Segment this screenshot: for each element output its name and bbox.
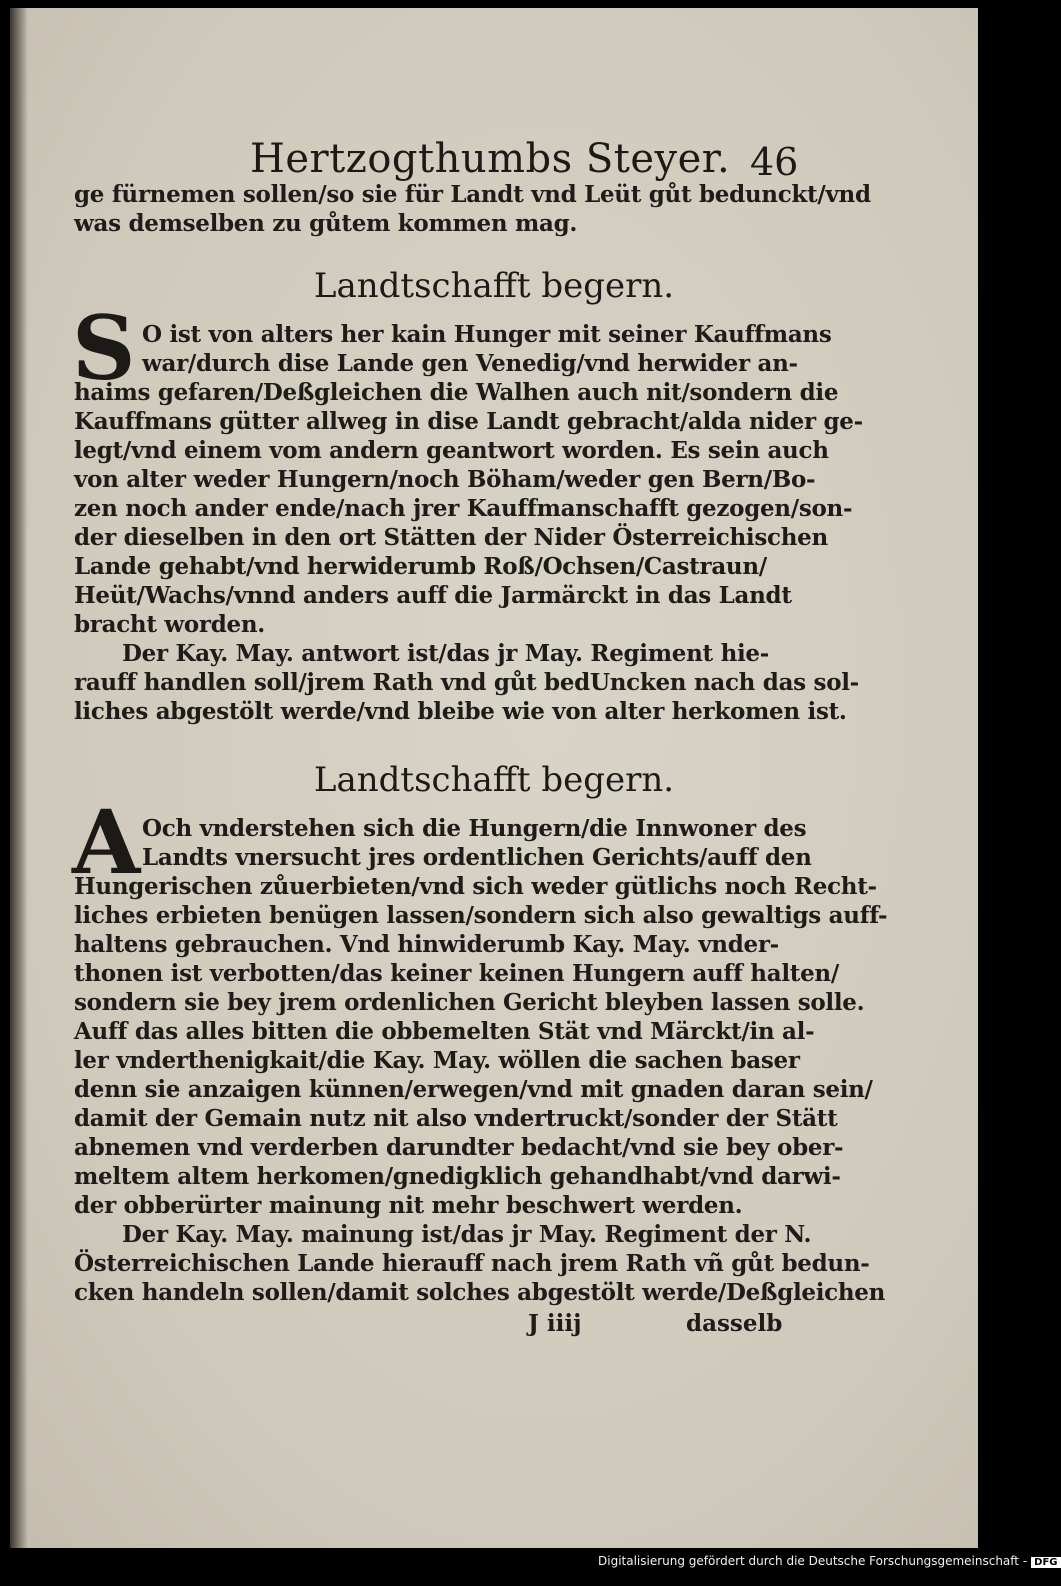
text-line: zen noch ander ende/nach jrer Kauffmanschafft gezogen/son- [74, 495, 853, 522]
text-line: von alter weder Hungern/noch Böham/weder gen Bern/Bo- [74, 466, 816, 493]
text-line: ge fürnemen sollen/so sie für Landt vnd Leüt gůt bedunckt/vnd [74, 181, 871, 208]
text-line: Auff das alles bitten die obbemelten Stät vnd Märckt/in al- [74, 1018, 815, 1045]
text-line: Der Kay. May. antwort ist/das jr May. Regiment hie- [122, 640, 770, 667]
text-line: liches erbieten benügen lassen/sondern sich also gewaltigs auff- [74, 902, 888, 929]
drop-capital: A [72, 790, 141, 894]
text-line: Der Kay. May. mainung ist/das jr May. Regiment der N. [122, 1221, 812, 1248]
text-line: bracht worden. [74, 611, 265, 638]
text-line: meltem altem herkomen/gnedigklich gehandhabt/vnd darwi- [74, 1163, 841, 1190]
text-line: O ist von alters her kain Hunger mit seiner Kauffmans [142, 321, 832, 348]
text-line: cken handeln sollen/damit solches abgestölt werde/Deßgleichen [74, 1279, 886, 1306]
text-line: Österreichischen Lande hierauff nach jrem Rath vñ gůt bedun- [74, 1250, 870, 1277]
text-line: der dieselben in den ort Stätten der Nider Österreichischen [74, 524, 828, 551]
text-line: ler vnderthenigkait/die Kay. May. wöllen die sachen baser [74, 1047, 800, 1074]
drop-capital: S [72, 296, 136, 400]
text-line: thonen ist verbotten/das keiner keinen Hungern auff halten/ [74, 960, 839, 987]
text-line: Och vnderstehen sich die Hungern/die Innwoner des [142, 815, 807, 842]
text-line: was demselben zu gůtem kommen mag. [74, 210, 578, 237]
text-line: der obberürter mainung nit mehr beschwert werden. [74, 1192, 743, 1219]
running-header-title: Hertzogthumbs Steyer. [250, 136, 731, 182]
text-line: abnemen vnd verderben darundter bedacht/vnd sie bey ober- [74, 1134, 844, 1161]
text-line: haltens gebrauchen. Vnd hinwiderumb Kay. May. vnder- [74, 931, 779, 958]
text-line: war/durch dise Lande gen Venedig/vnd herwider an- [142, 350, 798, 377]
section-paragraph [74, 320, 863, 726]
text-line: Landts vnersucht jres ordentlichen Gerichts/auff den [142, 844, 812, 871]
signature-mark: J iiij [528, 1310, 582, 1337]
text-line: liches abgestölt werde/vnd bleibe wie von alter herkomen ist. [74, 698, 847, 725]
book-page [10, 8, 978, 1548]
text-line: Kauffmans gütter allweg in dise Landt gebracht/alda nider ge- [74, 408, 863, 435]
intro-text [74, 180, 871, 238]
text-line: Heüt/Wachs/vnnd anders auff die Jarmärckt in das Landt [74, 582, 792, 609]
page-number: 46 [750, 140, 799, 184]
credit-text: Digitalisierung gefördert durch die Deutsche Forschungsgemeinschaft - [598, 1554, 1028, 1568]
text-line: damit der Gemain nutz nit also vndertruckt/sonder der Stätt [74, 1105, 838, 1132]
text-line: haims gefaren/Deßgleichen die Walhen auch nit/sondern die [74, 379, 839, 406]
text-line: Lande gehabt/vnd herwiderumb Roß/Ochsen/Castraun/ [74, 553, 767, 580]
digitization-credit [598, 1554, 1058, 1568]
section-heading: Landtschafft begern. [313, 760, 675, 800]
catchword: dasselb [686, 1310, 783, 1337]
text-line: rauff handlen soll/jrem Rath vnd gůt bedUncken nach das sol- [74, 669, 859, 696]
text-line: Hungerischen zůuerbieten/vnd sich weder gütlichs noch Recht- [74, 873, 877, 900]
text-line: denn sie anzaigen künnen/erwegen/vnd mit gnaden daran sein/ [74, 1076, 873, 1103]
text-line: legt/vnd einem vom andern geantwort worden. Es sein auch [74, 437, 829, 464]
section-paragraph [74, 814, 888, 1307]
text-line: sondern sie bey jrem ordenlichen Gericht bleyben lassen solle. [74, 989, 865, 1016]
section-heading: Landtschafft begern. [313, 266, 675, 306]
dfg-logo: DFG [1031, 1557, 1060, 1568]
